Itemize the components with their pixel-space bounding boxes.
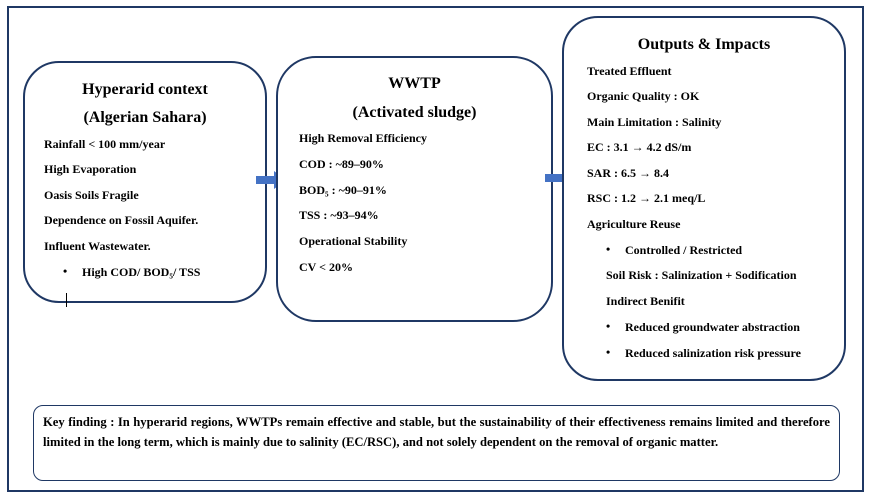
- context-line-1: Rainfall < 100 mm/year: [44, 137, 166, 151]
- context-line-2: High Evaporation: [44, 162, 137, 176]
- wwtp-line-4: TSS : ~93–94%: [299, 208, 379, 222]
- wwtp-line-2: COD : ~89–90%: [299, 157, 384, 171]
- outputs-line-6: RSC : 1.2 → 2.1 meq/L: [587, 191, 706, 205]
- outputs-line-4: EC : 3.1 → 4.2 dS/m: [587, 140, 692, 154]
- text-cursor: [66, 293, 67, 307]
- bullet-icon: •: [606, 242, 611, 256]
- bullet-icon: •: [63, 264, 68, 278]
- context-line-4: Dependence on Fossil Aquifer.: [44, 213, 199, 227]
- context-line-5: Influent Wastewater.: [44, 239, 151, 253]
- outputs-bullet-3: Reduced salinization risk pressure: [625, 346, 801, 360]
- outputs-line-3: Main Limitation : Salinity: [587, 115, 722, 129]
- outputs-line-7: Agriculture Reuse: [587, 217, 681, 231]
- wwtp-line-1: High Removal Efficiency: [299, 131, 427, 145]
- wwtp-line-5: Operational Stability: [299, 234, 408, 248]
- context-line-3: Oasis Soils Fragile: [44, 188, 139, 202]
- outputs-soil-risk: Soil Risk : Salinization + Sodification: [606, 268, 797, 282]
- context-title-1: Hyperarid context: [82, 81, 208, 98]
- outputs-line-2: Organic Quality : OK: [587, 89, 700, 103]
- wwtp-title-2: (Activated sludge): [352, 104, 477, 121]
- context-bullet: High COD/ BOD₅/ TSS: [82, 265, 201, 279]
- outputs-bullet-1: Controlled / Restricted: [625, 243, 743, 257]
- wwtp-line-6: CV < 20%: [299, 260, 353, 274]
- outputs-title: Outputs & Impacts: [637, 36, 771, 53]
- wwtp-line-3: BOD₅ : ~90–91%: [299, 183, 387, 197]
- bullet-icon: •: [606, 319, 611, 333]
- wwtp-title-1: WWTP: [388, 75, 441, 92]
- outputs-indirect: Indirect Benifit: [606, 294, 685, 308]
- key-finding-box: Key finding : In hyperarid regions, WWTPs remain effective and stable, but the sustainability of their effectiveness remains limited and therefore limited in the long term, which is mainly due to salinity (EC/RSC), and not solely dependent on the removal of organic matter.: [33, 405, 840, 481]
- context-title-2: (Algerian Sahara): [83, 109, 207, 126]
- outputs-line-1: Treated Effluent: [587, 64, 672, 78]
- bullet-icon: •: [606, 345, 611, 359]
- outputs-line-5: SAR : 6.5 → 8.4: [587, 166, 670, 180]
- outputs-bullet-2: Reduced groundwater abstraction: [625, 320, 800, 334]
